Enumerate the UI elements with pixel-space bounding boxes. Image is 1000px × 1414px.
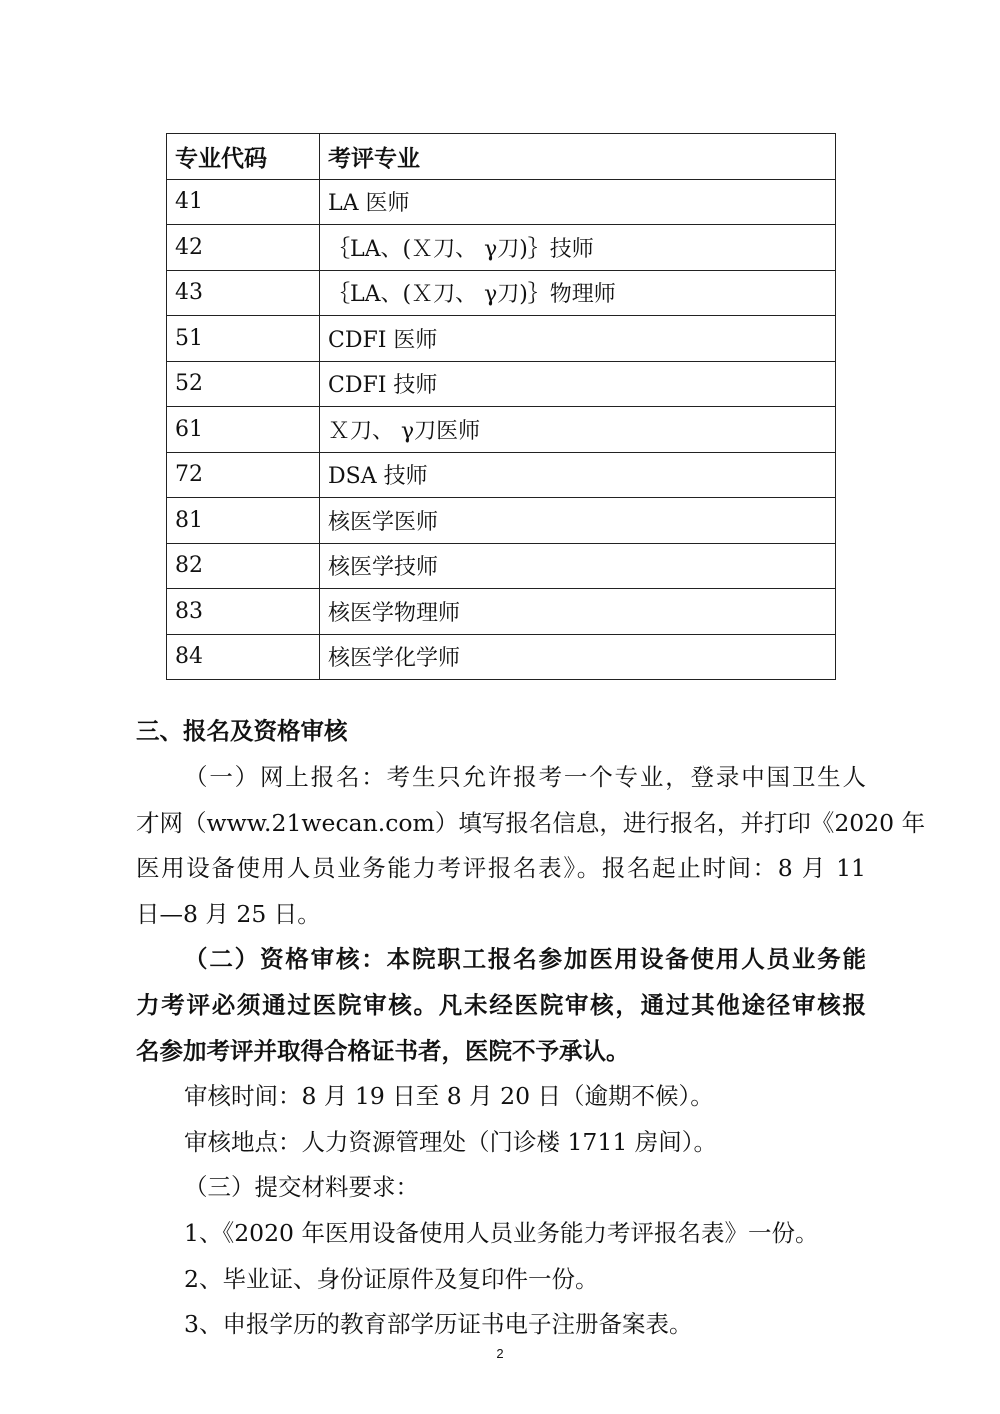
header-code: 专业代码 [167,134,320,180]
cell-code: 82 [167,543,320,589]
table-row [167,589,836,635]
paragraph-line: 力考评必须通过医院审核。凡未经医院审核，通过其他途径审核报 [136,991,866,1019]
page-number: 2 [496,1346,504,1361]
table-row [167,452,836,498]
table-row [167,361,836,407]
cell-specialty: 核医学医师 [320,498,836,544]
table-row [167,270,836,316]
review-time: 审核时间：8 月 19 日至 8 月 20 日（逾期不候）。 [184,1082,714,1110]
cell-code: 42 [167,225,320,271]
cell-code: 52 [167,361,320,407]
cell-specialty: ｛LA、(Ｘ刀、 γ刀)｝物理师 [320,270,836,316]
list-item: 2、毕业证、身份证原件及复印件一份。 [184,1265,599,1293]
materials-heading: （三）提交材料要求： [184,1173,419,1201]
list-item: 3、申报学历的教育部学历证书电子注册备案表。 [184,1310,693,1338]
cell-code: 43 [167,270,320,316]
table-header-row [167,134,836,180]
paragraph-line: 才网（www.21wecan.com）填写报名信息，进行报名，并打印《2020 年 [136,809,926,837]
review-place: 审核地点：人力资源管理处（门诊楼 1711 房间）。 [184,1128,717,1156]
section-heading: 三、报名及资格审核 [136,717,348,745]
header-specialty: 考评专业 [320,134,836,180]
table-row [167,316,836,362]
paragraph-line: （二）资格审核：本院职工报名参加医用设备使用人员业务能 [184,945,866,973]
paragraph-line: 医用设备使用人员业务能力考评报名表》。报名起止时间：8 月 11 [136,854,866,882]
cell-code: 51 [167,316,320,362]
list-item: 1、《2020 年医用设备使用人员业务能力考评报名表》一份。 [184,1219,819,1247]
cell-code: 81 [167,498,320,544]
cell-code: 84 [167,634,320,680]
cell-specialty: Ｘ刀、 γ刀医师 [320,407,836,453]
specialty-code-table [166,133,836,680]
table-row [167,179,836,225]
table-row [167,498,836,544]
cell-specialty: CDFI 医师 [320,316,836,362]
cell-specialty: 核医学化学师 [320,634,836,680]
table-row [167,543,836,589]
cell-code: 41 [167,179,320,225]
paragraph-line: （一）网上报名：考生只允许报考一个专业，登录中国卫生人 [184,763,866,791]
cell-code: 83 [167,589,320,635]
cell-code: 61 [167,407,320,453]
cell-specialty: 核医学技师 [320,543,836,589]
cell-code: 72 [167,452,320,498]
paragraph-line: 日—8 月 25 日。 [136,900,321,928]
cell-specialty: DSA 技师 [320,452,836,498]
cell-specialty: ｛LA、(Ｘ刀、 γ刀)｝技师 [320,225,836,271]
cell-specialty: 核医学物理师 [320,589,836,635]
cell-specialty: LA 医师 [320,179,836,225]
cell-specialty: CDFI 技师 [320,361,836,407]
table-row [167,634,836,680]
paragraph-line: 名参加考评并取得合格证书者，医院不予承认。 [136,1037,630,1065]
table-row [167,225,836,271]
table-row [167,407,836,453]
